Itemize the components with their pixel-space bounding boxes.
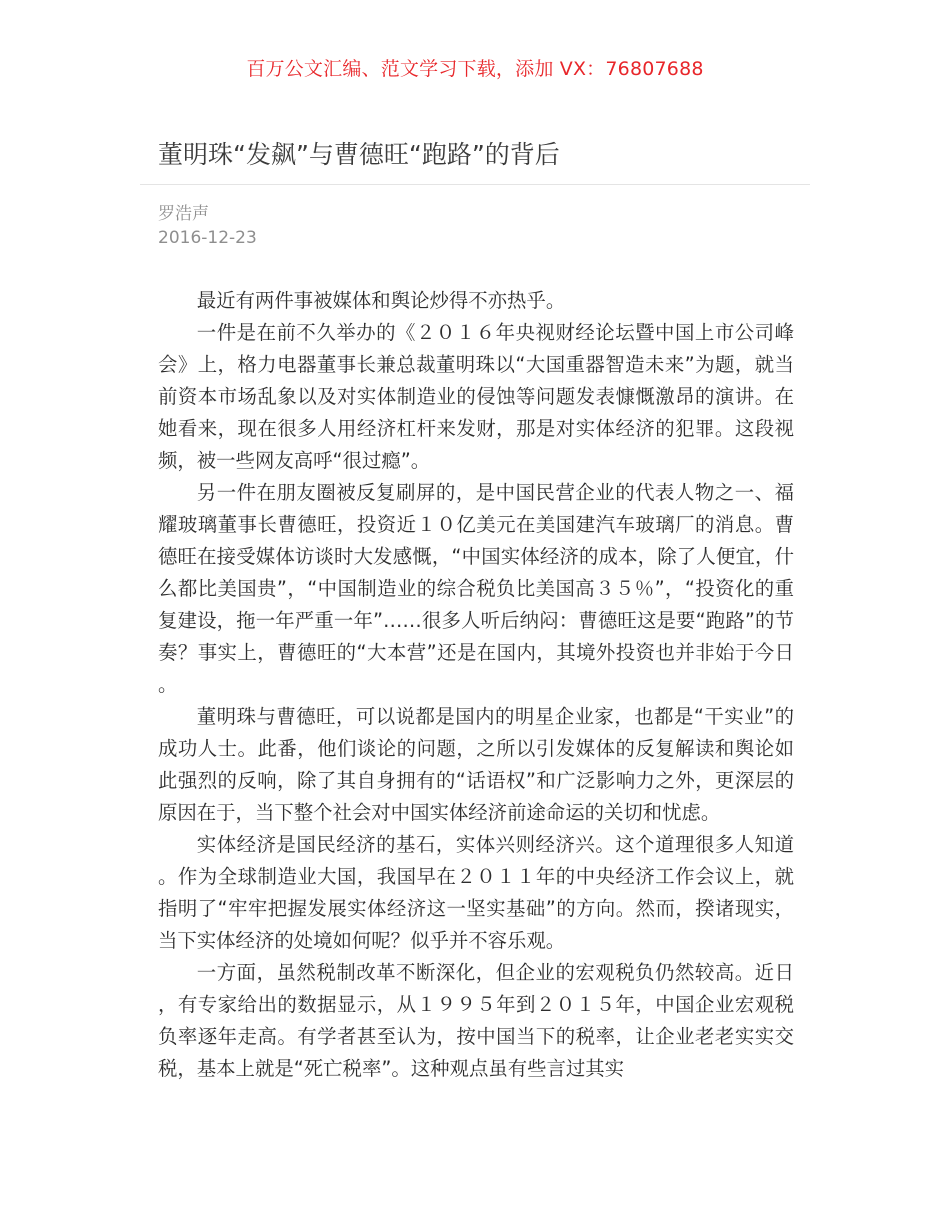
promo-banner: 百万公文汇编、范文学习下载，添加 VX：76807688 xyxy=(246,58,704,80)
article-body xyxy=(158,285,794,1085)
article-paragraph: 一方面，虽然税制改革不断深化，但企业的宏观税负仍然较高。近日，有专家给出的数据显示，从１９９５年到２０１５年，中国企业宏观税负率逐年走高。有学者甚至认为，按中国当下的税率，让企业老老实实交税，基本上就是“死亡税率”。这种观点虽有些言过其实 xyxy=(158,961,794,1080)
article-date: 2016-12-23 xyxy=(158,228,257,248)
article-title: 董明珠“发飙”与曹德旺“跑路”的背后 xyxy=(158,140,560,169)
article-paragraph: 一件是在前不久举办的《２０１６年央视财经论坛暨中国上市公司峰会》上，格力电器董事长兼总裁董明珠以“大国重器智造未来”为题，就当前资本市场乱象以及对实体制造业的侵蚀等问题发表慷慨激昂的演讲。在她看来，现在很多人用经济杠杆来发财，那是对实体经济的犯罪。这段视频，被一些网友高呼“很过瘾”。 xyxy=(158,321,794,472)
title-divider xyxy=(140,184,810,185)
article-author: 罗浩声 xyxy=(158,204,209,224)
article-paragraph: 实体经济是国民经济的基石，实体兴则经济兴。这个道理很多人知道。作为全球制造业大国，我国早在２０１１年的中央经济工作会议上，就指明了“牢牢把握发展实体经济这一坚实基础”的方向。然而，揆诸现实，当下实体经济的处境如何呢？似乎并不容乐观。 xyxy=(158,833,794,952)
article-paragraph: 另一件在朋友圈被反复刷屏的，是中国民营企业的代表人物之一、福耀玻璃董事长曹德旺，投资近１０亿美元在美国建汽车玻璃厂的消息。曹德旺在接受媒体访谈时大发感慨，“中国实体经济的成本，除了人便宜，什么都比美国贵”，“中国制造业的综合税负比美国高３５％”，“投资化的重复建设，拖一年严重一年”……很多人听后纳闷：曹德旺这是要“跑路”的节奏？事实上，曹德旺的“大本营”还是在国内，其境外投资也并非始于今日。 xyxy=(158,481,794,696)
article-paragraph: 董明珠与曹德旺，可以说都是国内的明星企业家，也都是“干实业”的成功人士。此番，他们谈论的问题，之所以引发媒体的反复解读和舆论如此强烈的反响，除了其自身拥有的“话语权”和广泛影响力之外，更深层的原因在于，当下整个社会对中国实体经济前途命运的关切和忧虑。 xyxy=(158,705,794,824)
article-paragraph: 最近有两件事被媒体和舆论炒得不亦热乎。 xyxy=(196,289,566,312)
